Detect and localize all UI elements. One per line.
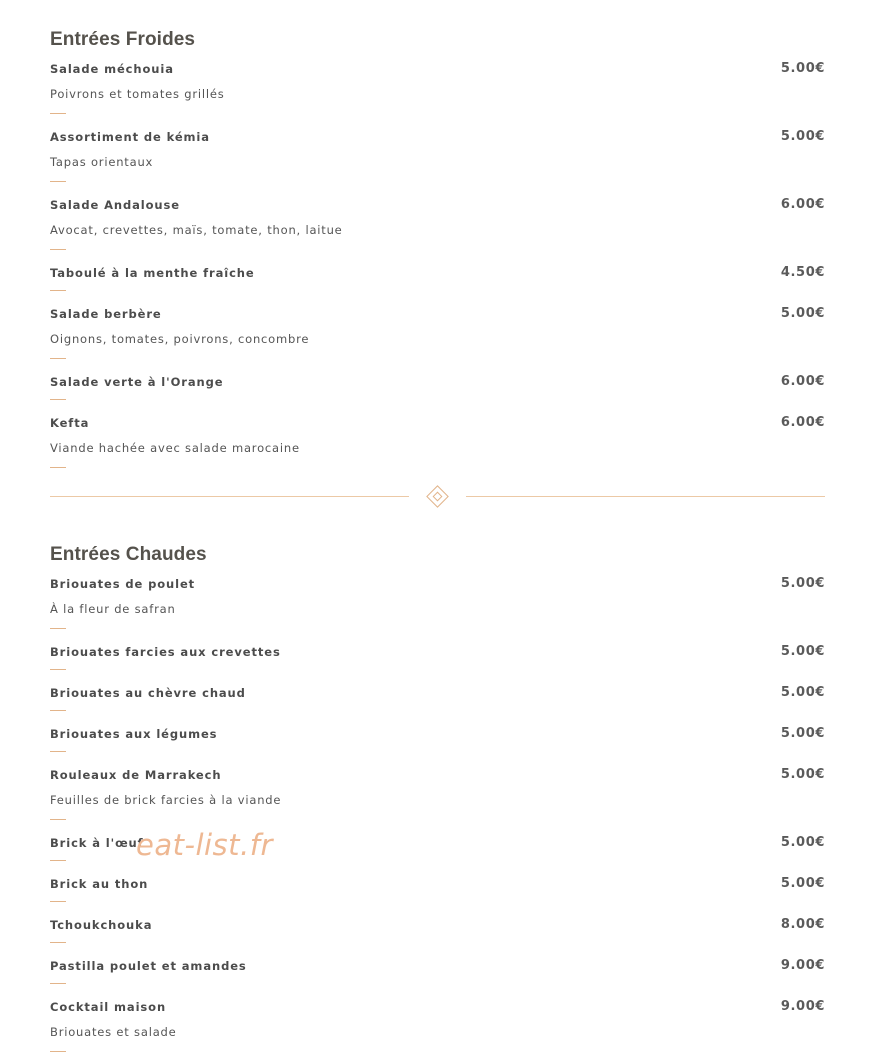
menu-item-row [50,685,825,701]
menu-item-price: 5.00€ [780,767,825,782]
menu-item-name: Salade Andalouse [50,198,180,212]
menu-item-price: 5.00€ [780,129,825,144]
menu-item-description: Poivrons et tomates grillés [50,87,225,101]
menu-item [50,876,825,902]
menu-item-description: Briouates et salade [50,1025,177,1039]
menu-item-price: 9.00€ [780,958,825,973]
menu-item-price: 5.00€ [780,726,825,741]
menu-item-name: Briouates au chèvre chaud [50,686,246,700]
menu-item [50,999,825,1052]
menu-item [50,306,825,359]
menu-item [50,958,825,984]
menu-item-row [50,876,825,892]
menu-item-name: Salade berbère [50,307,162,321]
menu-item-row [50,374,825,390]
item-separator-dash [50,358,66,359]
item-separator-dash [50,249,66,250]
menu-item [50,576,825,629]
menu-item-row [50,197,825,213]
menu-item-description: Avocat, crevettes, maïs, tomate, thon, laitue [50,223,343,237]
item-separator-dash [50,399,66,400]
menu-item-name: Briouates farcies aux crevettes [50,645,281,659]
menu-item-name: Assortiment de kémia [50,130,210,144]
menu-item-price: 5.00€ [780,61,825,76]
menu-item-name: Cocktail maison [50,1000,167,1014]
item-separator-dash [50,181,66,182]
item-separator-dash [50,901,66,902]
menu-item [50,129,825,182]
item-separator-dash [50,467,66,468]
section-title: Entrées Froides [50,29,196,50]
menu-item-row [50,726,825,742]
menu-item [50,726,825,752]
watermark: eat-list.fr [136,828,273,862]
menu-item-name: Brick à l'œuf [50,836,144,850]
menu-item-row [50,265,825,281]
menu-item-price: 4.50€ [780,265,825,280]
section-title: Entrées Chaudes [50,544,207,565]
menu-item [50,265,825,291]
menu-item-description: À la fleur de safran [50,602,176,616]
menu-list [50,576,825,1052]
menu-item-name: Brick au thon [50,877,149,891]
menu-item-price: 9.00€ [780,999,825,1014]
menu-item-name: Briouates de poulet [50,577,196,591]
menu-item-price: 5.00€ [780,835,825,850]
menu-item-name: Kefta [50,416,90,430]
menu-item [50,685,825,711]
menu-item [50,197,825,250]
menu-item-row [50,958,825,974]
menu-item-description: Tapas orientaux [50,155,154,169]
menu-item-price: 6.00€ [780,374,825,389]
menu-item-row [50,999,825,1015]
menu-item-price: 8.00€ [780,917,825,932]
item-separator-dash [50,290,66,291]
item-separator-dash [50,983,66,984]
divider-line-right [466,496,825,497]
item-separator-dash [50,819,66,820]
section-entrees-froides [50,28,825,468]
menu-item-name: Salade verte à l'Orange [50,375,224,389]
menu-item-row [50,767,825,783]
menu-item-price: 5.00€ [780,685,825,700]
menu-item-row [50,306,825,322]
item-separator-dash [50,1051,66,1052]
menu-item-description: Viande hachée avec salade marocaine [50,441,300,455]
diamond-ornament-icon [425,484,450,509]
menu-item-name: Tchoukchouka [50,918,153,932]
menu-item-row [50,61,825,77]
menu-item-name: Rouleaux de Marrakech [50,768,222,782]
item-separator-dash [50,628,66,629]
menu-item-description: Feuilles de brick farcies à la viande [50,793,282,807]
menu-item-row [50,415,825,431]
menu-item [50,374,825,400]
menu-item-row [50,917,825,933]
menu-item [50,644,825,670]
item-separator-dash [50,751,66,752]
divider-line-left [50,496,409,497]
menu-item [50,61,825,114]
menu-item-name: Briouates aux légumes [50,727,218,741]
menu-item-name: Taboulé à la menthe fraîche [50,266,255,280]
menu-item-name: Pastilla poulet et amandes [50,959,247,973]
item-separator-dash [50,113,66,114]
menu-item-name: Salade méchouia [50,62,174,76]
menu-list [50,61,825,468]
menu-item-price: 5.00€ [780,644,825,659]
menu-item [50,917,825,943]
section-divider [50,484,825,508]
menu-item-description: Oignons, tomates, poivrons, concombre [50,332,310,346]
menu-item-row [50,644,825,660]
menu-item-price: 6.00€ [780,415,825,430]
item-separator-dash [50,669,66,670]
menu-item [50,767,825,820]
menu-item-row [50,576,825,592]
menu-item-price: 6.00€ [780,197,825,212]
item-separator-dash [50,942,66,943]
item-separator-dash [50,860,66,861]
menu-item-price: 5.00€ [780,876,825,891]
menu-item-price: 5.00€ [780,306,825,321]
menu-item [50,415,825,468]
item-separator-dash [50,710,66,711]
section-entrees-chaudes [50,543,825,1052]
menu-item-row [50,129,825,145]
menu-item-price: 5.00€ [780,576,825,591]
